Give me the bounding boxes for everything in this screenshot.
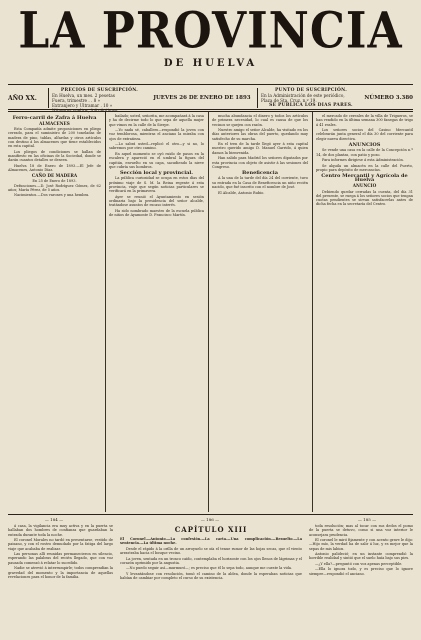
paragraph: El coronel le miró fijamente y con acento grave le dijo: —Hijo mío, la verdad ha de salir á luz, y es mejor que la sepas de mis labios. [309,538,413,551]
masthead [0,2,421,69]
notice-subtitle: ANUNCIO [352,183,377,189]
issue-year: AÑO XX. [8,95,37,102]
section-dateline: En 25 de Enero de 1893. [32,179,77,184]
paragraph: bailado; usted, señorita, me acompañará á la casa y ha de decirme todo lo que sepa de aquella mujer que vimos en la calle de la Sierpe. [109,114,204,127]
price-line: Números sueltos, á 4 céntimos. [52,108,119,113]
paragraph: Desde el rápido á la orilla de un arroyuelo se oía el tenue rumor de las hojas secas, que el viento arrastraba hacia el bosque vecino. [120,546,302,556]
subscription-points-title: PUNTO DE SUSCRIPCIÓN. [274,88,348,93]
section-heading: Beneficencia [242,170,278,177]
notice-title: Centro Mercantil y Agrícola de Huelva [321,173,408,184]
paragraph: —Yo nada sé, caballero—respondió la joven con voz temblorosa, mientras el anciano la miraba con ojos de extrañeza. [109,128,204,141]
section-subtitle: CAÑO DE MADERA [31,172,78,178]
paragraph: á casa, la vigilancia era muy activa y en la puerta se hallaban dos hombres de confianza que guardaban la entrada durante toda la noche. [8,524,113,537]
feuilleton-rule [8,514,413,515]
paragraph: Debiendo quedar cerradas la cuenta, del día 31 del presente, se ruega á los señores socios que tengan cuotas pendientes se sirvan satisfacerlas antes de dicha fecha en la secretaría del Centro. [316,189,413,207]
header-top-rule [8,84,413,85]
paragraph: Para informes dirigirse á esta Administración. [322,158,404,163]
header-bottom-rule-2 [8,111,413,112]
chapter-title: CAPÍTULO XIII [174,525,248,534]
column-3 [212,114,308,510]
paragraph: La joven, sentada en un tronco caído, contemplaba el horizonte con los ojos llenos de lágrimas y el corazón oprimido por la angustia. [120,556,302,565]
issue-info-bar [8,88,413,113]
paragraph: Nuestro amigo el señor Alcalde, ha visitado en los días anteriores las obras del puerto, quedando muy satisfecho de su marcha. [212,128,308,141]
masthead-title: LA PROVINCIA [18,2,403,61]
paragraph: toda resolución; mas al tocar con sus dedos el pomo de la puerta se detuvo, como si una voz interior le aconsejara prudencia. [309,524,413,537]
header-bottom-rule [8,109,413,110]
subscription-line: Plaza de Sta. Cruz. n.º 19. [261,98,317,103]
page-number-center: — 186 — [200,517,220,522]
subscription-line: SE PUBLICA LOS DIAS PARES. [269,103,353,108]
paragraph: Se vende una casa en la calle de la Concepción n.º 14, de dos plantas, con patio y pozo. [316,148,413,157]
feuilleton-right-column [309,524,413,636]
paragraph: Nacimientos.—Dos varones y una hembra. [14,193,90,198]
paragraph: Ayer se reunió el Ayuntamiento en sesión ordinaria bajo la presidencia del señor alcalde, tratándose asuntos de escaso interés. [109,194,204,208]
paragraph: Ha sido nombrado maestro de la escuela pública de niños de Ayamonte D. Francisco Martín. [109,208,204,218]
column-2 [109,114,204,510]
price-line: Extranjero y Ultramar . 10 » [52,103,113,108]
paragraph: —Lo sabrá usted—replicó el otro—y si no, lo sabremos por otro camino. [109,142,204,151]
issue-date: JUEVES 26 DE ENERO DE 1893 [153,95,251,101]
price-line: En Huelva, un mes. 2 pesetas [52,93,115,98]
paragraph: El coronel Morales no tardó en presentarse, vestido de paisano, y con el rostro demudado por la fatiga del largo viaje que acababa de realizar. [8,538,113,551]
paragraph: La pública curiosidad se ocupa en estos días del próximo viaje de S. M. la Reina regente á esta provincia, viaje que según noticias particulares se verificará en la primavera. [109,176,204,194]
paragraph: el mercado de cereales de la villa de Trigueros, se han vendido en la última semana 300 fanegas de trigo á 41 reales. [316,114,413,127]
page-number-left: — 184 — [44,517,64,522]
paragraph: Nadie se atrevió á interrumpirle; todos comprendían la gravedad del momento y la importancia de aquellas revelaciones para el honor de la familia. [8,566,113,579]
paragraph: En aquel momento se oyó ruido de pasos en la escalera y apareció en el umbral la figura del capitán, envuelto en su capa, sacudiendo la nieve que cubría sus hombros. [109,151,204,169]
paragraph: En el tren de la tarde llegó ayer á esta capital nuestro querido amigo D. Manuel Garrido, á quien damos la bienvenida. [212,142,308,155]
feuilleton-left-column [8,524,113,636]
paragraph: Los pliegos de condiciones se hallan de manifiesto en las oficinas de la Sociedad, donde se darán cuantos detalles se deseen. [8,149,101,163]
notice-title: Ferro-carril de Zafra á Huelva [12,115,97,121]
paragraph: Los señores socios del Casino Mercantil celebrarán junta general el día 30 del corriente para elegir nueva directiva. [316,128,413,141]
paragraph: Se alquila un almacén en la calle del Puerto, propio para depósito de mercancías. [316,163,413,172]
issue-number: NÚMERO 3.380 [364,95,413,101]
paragraph: —No puedo seguir así—murmuró—; es preciso que él lo sepa todo, aunque me cueste la vida. [126,566,293,571]
chapter-summary: El Coronel.—Antonio.—La confesión.—La carta.—Una complicación.—Resuelto.—La sentencia.—La última noche. [120,537,302,546]
paragraph: El Alcalde, Antonio Rubio. [218,190,265,195]
paragraph: Han salido para Madrid los señores diputados por esta provincia con objeto de asistir á las sesiones del Congreso. [212,156,308,169]
paragraph: —¿Y ella?—preguntó con voz apenas perceptible. [315,561,403,566]
subscription-points-box [257,88,361,108]
paragraph: Las personas allí reunidas permanecieron en silencio, esperando las palabras del recién llegado, que con voz pausada comenzó á relatar lo sucedido. [8,552,113,565]
paragraph: Defunciones.—D. José Rodríguez Gómez, de 62 años; María Pérez, de 5 años. [8,183,101,192]
paragraph: Esta Compañía admite proposiciones en pliego cerrado, para el suministro de 200 toneladas de madera de pino, tablas, alfardas y otros artículos con destino á los almacenes que tiene establecidos en esta capital. [8,127,101,149]
section-heading: Sección local y provincial. [119,170,194,177]
column-separator [208,112,209,512]
notice-subtitle: ALMACENES [39,120,70,126]
column-1 [8,114,101,510]
chapter-heading [120,525,302,534]
paragraph: mucha abundancia el dinero y todos los artículos de primera necesidad, lo cual es causa de que los vecinos se quejen con razón. [212,114,308,127]
prices-box [48,88,147,113]
paragraph: Antonio palideció; en un instante comprendió la horrible realidad y sintió que el suelo huía bajo sus pies. [309,552,413,561]
column-separator [312,112,313,512]
paragraph: —Ella lo ignora todo, y es preciso que lo ignore siempre—respondió el anciano. [309,567,413,576]
price-line: Fuera, trimestre . . 8 » [52,98,101,103]
paragraph: Y levantándose con resolución, tomó el camino de la aldea, donde la esperaban noticias que habían de cambiar por completo el curso de su existencia. [120,571,302,581]
paragraph: A la una de la tarde del día 24 del corriente, tuvo su entrada en la Casa de Beneficencia un niño recién nacido, que fué inscrito con el nombre de José. [212,176,308,190]
masthead-subtitle: DE HUELVA [163,58,258,69]
column-4 [316,114,413,510]
subscription-line: En la Administración de este periódico, [261,93,345,98]
prices-title: PRECIOS DE SUSCRIPCIÓN. [60,88,139,93]
column-separator [105,112,106,512]
paragraph: Huelva 18 de Enero de 1893.—El Jefe de Almacenes, Antonio Díaz. [8,163,101,173]
page-number-right: — 185 — [357,517,377,522]
feuilleton-middle-column [120,537,302,636]
section-heading: ANUNCIOS [348,141,381,148]
